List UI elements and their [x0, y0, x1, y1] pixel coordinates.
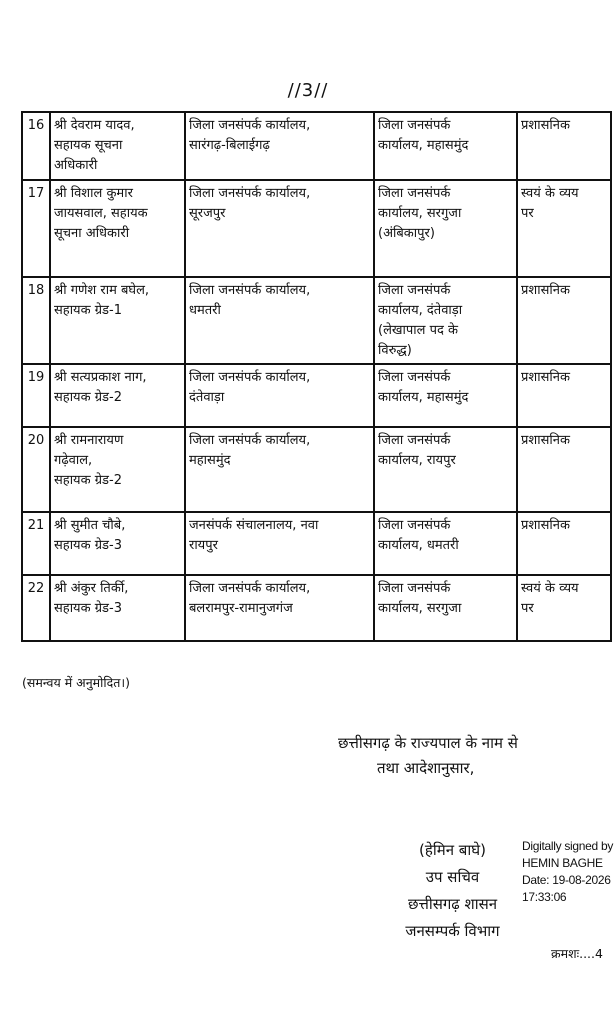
serial-number-cell: 18 [22, 277, 50, 364]
transfer-reason-cell [517, 112, 611, 180]
governor-order-line-2: तथा आदेशानुसार, [377, 759, 475, 777]
cell-line: विरुद्ध) [378, 343, 412, 358]
transfer-reason-cell [517, 512, 611, 575]
transfer-reason-cell [517, 575, 611, 641]
table-row [22, 427, 611, 512]
employee-name-cell [50, 277, 185, 364]
page-number: //3// [287, 80, 329, 101]
signatory-designation: उप सचिव [425, 868, 480, 886]
cell-line: प्रशासनिक [521, 433, 570, 448]
cell-line: सहायक ग्रेड-1 [54, 303, 122, 318]
cell-line: सहायक सूचना [54, 138, 123, 153]
cell-line: महासमुंद [189, 453, 231, 468]
new-posting-cell [374, 575, 517, 641]
table-row [22, 575, 611, 641]
cell-line: जिला जनसंपर्क कार्यालय, [189, 370, 311, 385]
cell-line: धमतरी [189, 303, 221, 318]
serial-number-cell: 19 [22, 364, 50, 427]
transfer-table [21, 111, 612, 642]
cell-line: सहायक ग्रेड-3 [54, 601, 122, 616]
new-posting-cell [374, 112, 517, 180]
cell-line: जिला जनसंपर्क कार्यालय, [189, 433, 311, 448]
cell-line: सारंगढ़-बिलाईगढ़ [189, 138, 270, 153]
cell-line: (अंबिकापुर) [378, 226, 435, 241]
table-row [22, 364, 611, 427]
signatory-department: जनसम्पर्क विभाग [405, 922, 500, 940]
cell-line: जिला जनसंपर्क [378, 433, 451, 448]
cell-line: जिला जनसंपर्क [378, 518, 451, 533]
employee-name-cell [50, 427, 185, 512]
cell-line: कार्यालय, सरगुजा [378, 206, 462, 221]
serial-number-cell: 17 [22, 180, 50, 277]
cell-line: श्री सत्यप्रकाश नाग, [54, 370, 147, 385]
employee-name-cell [50, 512, 185, 575]
cell-line: जिला जनसंपर्क कार्यालय, [189, 186, 311, 201]
table-row [22, 512, 611, 575]
new-posting-cell [374, 427, 517, 512]
cell-line: जिला जनसंपर्क कार्यालय, [189, 581, 311, 596]
cell-line: पर [521, 601, 534, 616]
cell-line: स्वयं के व्यय [521, 186, 579, 201]
transfer-table-body [22, 112, 611, 641]
cell-line: जिला जनसंपर्क [378, 118, 451, 133]
governor-order-line-1: छत्तीसगढ़ के राज्यपाल के नाम से [338, 734, 518, 752]
current-posting-cell [185, 575, 374, 641]
digital-signature-line: HEMIN BAGHE [522, 856, 603, 870]
transfer-reason-cell [517, 277, 611, 364]
cell-line: जिला जनसंपर्क [378, 581, 451, 596]
serial-number-cell: 20 [22, 427, 50, 512]
cell-line: रायपुर [189, 538, 218, 553]
signatory-government: छत्तीसगढ़ शासन [407, 895, 498, 913]
digital-signature-line: 17:33:06 [522, 890, 567, 904]
serial-number-cell: 22 [22, 575, 50, 641]
cell-line: प्रशासनिक [521, 283, 570, 298]
cell-line: जिला जनसंपर्क कार्यालय, [189, 283, 311, 298]
cell-line: पर [521, 206, 534, 221]
transfer-reason-cell [517, 180, 611, 277]
employee-name-cell [50, 364, 185, 427]
signatory-name: (हेमिन बाघे) [419, 841, 486, 859]
transfer-reason-cell [517, 364, 611, 427]
employee-name-cell [50, 180, 185, 277]
new-posting-cell [374, 364, 517, 427]
cell-line: सहायक ग्रेड-2 [54, 390, 122, 405]
new-posting-cell [374, 277, 517, 364]
cell-line: कार्यालय, रायपुर [378, 453, 456, 468]
cell-line: कार्यालय, धमतरी [378, 538, 459, 553]
table-row [22, 180, 611, 277]
cell-line: स्वयं के व्यय [521, 581, 579, 596]
cell-line: श्री सुमीत चौबे, [54, 518, 126, 533]
employee-name-cell [50, 112, 185, 180]
cell-line: श्री देवराम यादव, [54, 118, 135, 133]
cell-line: प्रशासनिक [521, 118, 570, 133]
digital-signature-line: Date: 19-08-2026 [522, 873, 611, 887]
digital-signature-line: Digitally signed by [522, 839, 614, 853]
cell-line: सूचना अधिकारी [54, 226, 130, 241]
cell-line: सूरजपुर [189, 206, 226, 221]
table-row [22, 112, 611, 180]
cell-line: जनसंपर्क संचालनालय, नवा [189, 518, 319, 533]
continued-marker: क्रमशः....4 [551, 946, 603, 961]
cell-line: जिला जनसंपर्क [378, 370, 451, 385]
cell-line: जिला जनसंपर्क [378, 186, 451, 201]
cell-line: जिला जनसंपर्क कार्यालय, [189, 118, 311, 133]
cell-line: कार्यालय, महासमुंद [378, 138, 469, 153]
current-posting-cell [185, 180, 374, 277]
current-posting-cell [185, 364, 374, 427]
cell-line: जायसवाल, सहायक [54, 206, 148, 221]
current-posting-cell [185, 512, 374, 575]
cell-line: गढ़ेवाल, [54, 453, 93, 468]
cell-line: (लेखापाल पद के [378, 323, 458, 338]
current-posting-cell [185, 427, 374, 512]
cell-line: श्री विशाल कुमार [54, 186, 133, 201]
new-posting-cell [374, 180, 517, 277]
cell-line: श्री रामनारायण [54, 433, 124, 448]
cell-line: अधिकारी [54, 158, 98, 173]
cell-line: सहायक ग्रेड-3 [54, 538, 122, 553]
cell-line: बलरामपुर-रामानुजगंज [189, 601, 293, 616]
digital-signature [522, 838, 616, 906]
cell-line: श्री गणेश राम बघेल, [54, 283, 150, 298]
cell-line: दंतेवाड़ा [189, 390, 225, 405]
new-posting-cell [374, 512, 517, 575]
employee-name-cell [50, 575, 185, 641]
approval-note: (समन्वय में अनुमोदित।) [22, 675, 130, 690]
current-posting-cell [185, 277, 374, 364]
cell-line: प्रशासनिक [521, 370, 570, 385]
cell-line: कार्यालय, महासमुंद [378, 390, 469, 405]
cell-line: श्री अंकुर तिर्की, [54, 581, 129, 596]
cell-line: प्रशासनिक [521, 518, 570, 533]
transfer-reason-cell [517, 427, 611, 512]
cell-line: कार्यालय, दंतेवाड़ा [378, 303, 463, 318]
cell-line: कार्यालय, सरगुजा [378, 601, 462, 616]
current-posting-cell [185, 112, 374, 180]
serial-number-cell: 21 [22, 512, 50, 575]
serial-number-cell: 16 [22, 112, 50, 180]
table-row [22, 277, 611, 364]
signatory-block [390, 837, 515, 945]
cell-line: जिला जनसंपर्क [378, 283, 451, 298]
cell-line: सहायक ग्रेड-2 [54, 473, 122, 488]
